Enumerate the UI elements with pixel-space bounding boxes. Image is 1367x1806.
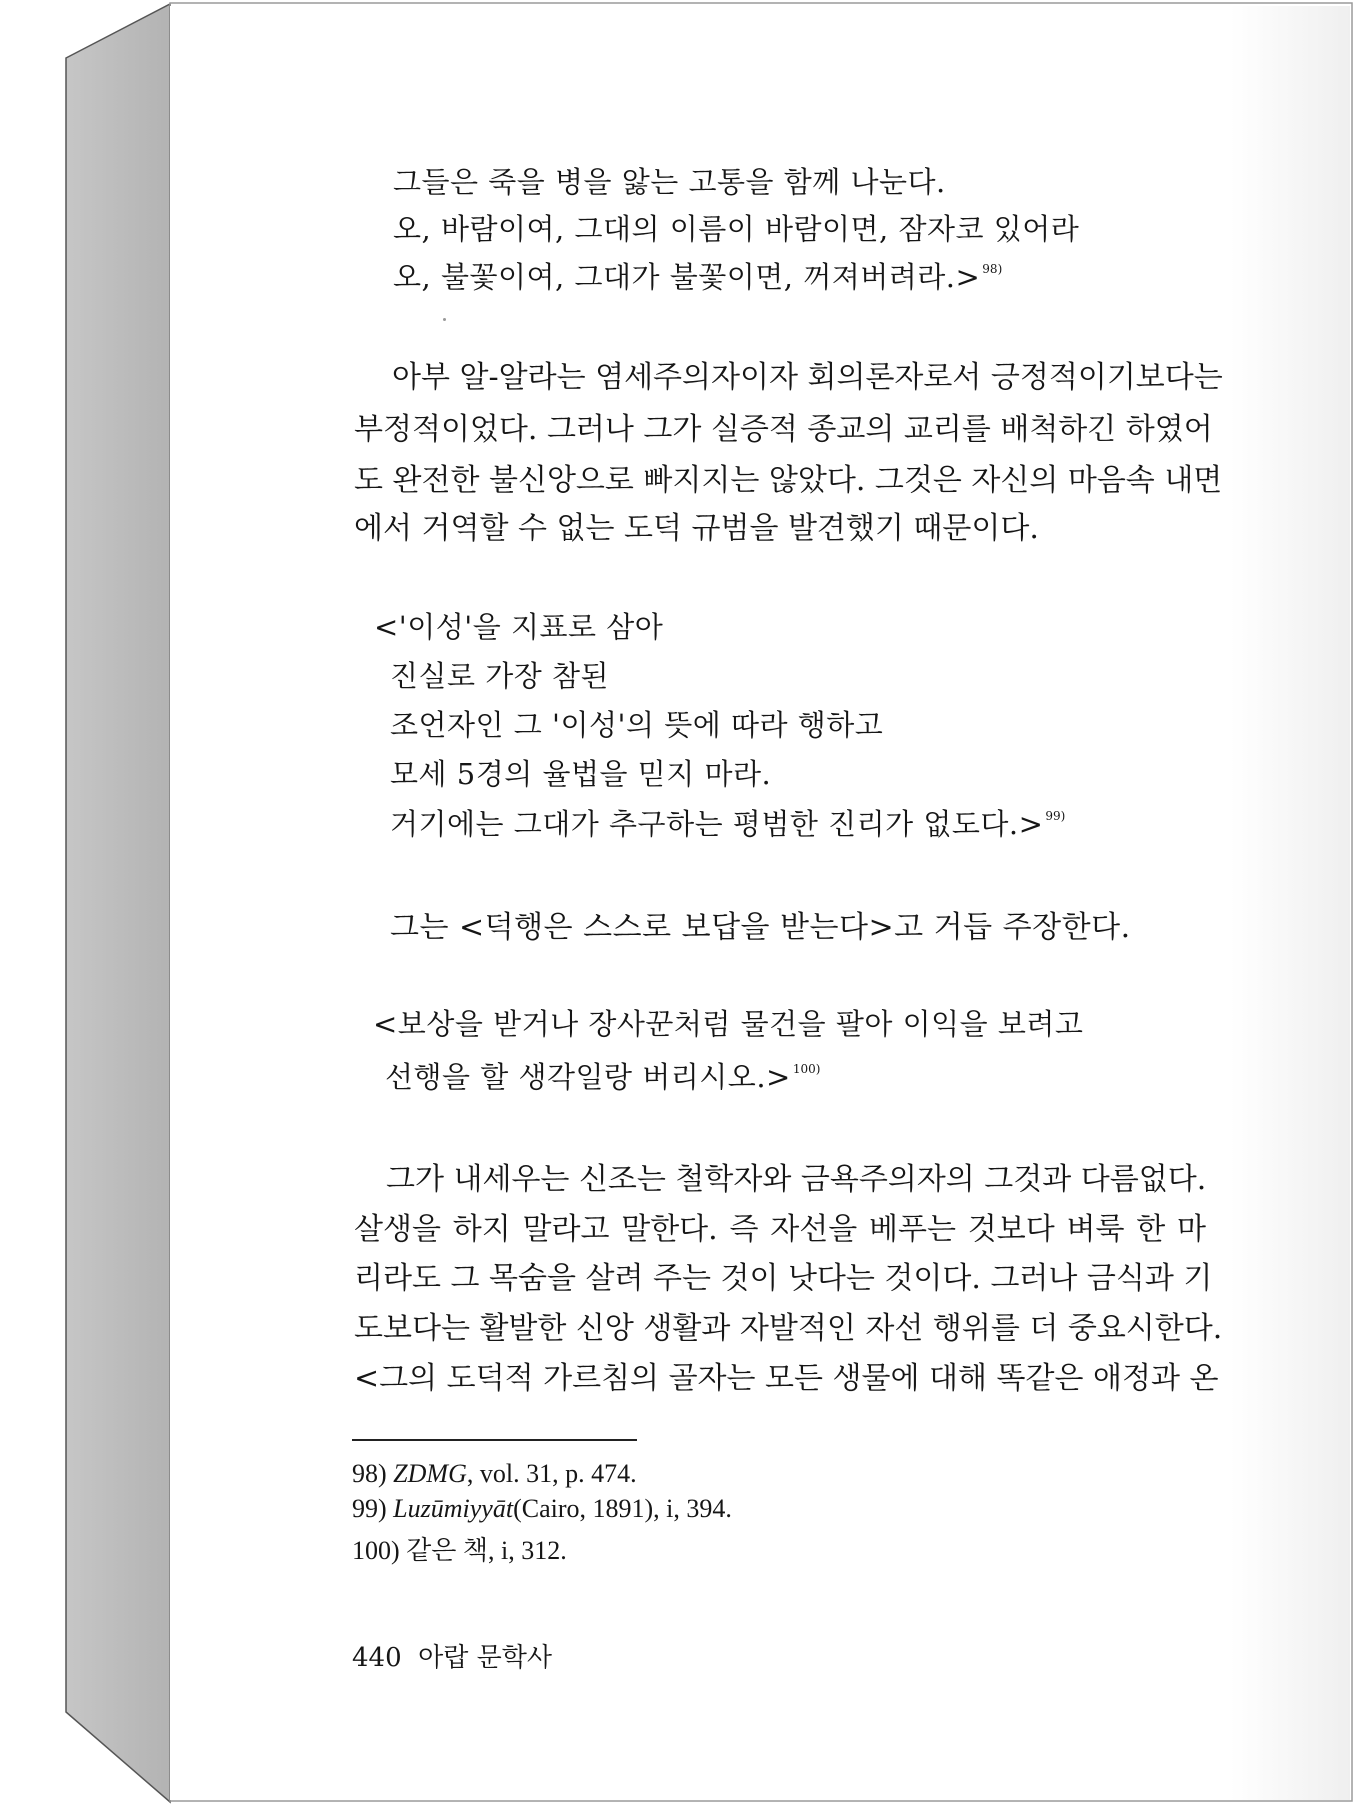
poem3-line1: <보상을 받거나 장사꾼처럼 물건을 팔아 이익을 보려고 bbox=[373, 1007, 1084, 1041]
page-number: 440 bbox=[352, 1643, 402, 1673]
footnote-98-source: ZDMG bbox=[393, 1459, 467, 1488]
para3-line2: 살생을 하지 말라고 말한다. 즉 자선을 베푸는 것보다 벼룩 한 마 bbox=[354, 1212, 1206, 1247]
footnote-ref-100[interactable]: 100) bbox=[792, 1062, 821, 1076]
footnote-98-text: , vol. 31, p. 474. bbox=[466, 1459, 637, 1488]
para3-line3: 리라도 그 목숨을 살려 주는 것이 낫다는 것이다. 그러나 금식과 기 bbox=[354, 1261, 1213, 1296]
poem1-line3 bbox=[393, 260, 1003, 294]
page-edge-shade bbox=[1230, 6, 1350, 1800]
poem3-line2-text: 선행을 할 생각일랑 버리시오.> bbox=[385, 1060, 791, 1094]
poem1-line1: 그들은 죽을 병을 앓는 고통을 함께 나눈다. bbox=[393, 165, 946, 199]
page-folio bbox=[352, 1637, 552, 1674]
para2-line1: 그는 <덕행은 스스로 보답을 받는다>고 거듭 주장한다. bbox=[390, 910, 1131, 945]
footnote-99 bbox=[352, 1494, 732, 1524]
poem2-line2: 진실로 가장 참된 bbox=[390, 659, 610, 693]
para1-line1: 아부 알-알라는 염세주의자이자 회의론자로서 긍정적이기보다는 bbox=[392, 360, 1223, 395]
speck bbox=[443, 318, 446, 321]
poem2-line5-text: 거기에는 그대가 추구하는 평범한 진리가 없도다.> bbox=[390, 807, 1044, 841]
footnote-99-source: Luzūmiyyāt bbox=[393, 1494, 514, 1523]
footnote-divider bbox=[352, 1439, 637, 1441]
para1-line3: 도 완전한 불신앙으로 빠지지는 않았다. 그것은 자신의 마음속 내면 bbox=[354, 463, 1223, 498]
footnote-100-text: 같은 책, i, 312. bbox=[406, 1536, 567, 1565]
footnote-98 bbox=[352, 1459, 637, 1489]
footnote-99-text: (Cairo, 1891), i, 394. bbox=[513, 1494, 732, 1523]
para3-line1: 그가 내세우는 신조는 철학자와 금욕주의자의 그것과 다름없다. bbox=[386, 1162, 1207, 1197]
book-title: 아랍 문학사 bbox=[418, 1643, 553, 1673]
footnote-ref-99[interactable]: 99) bbox=[1045, 809, 1066, 823]
poem1-line3-text: 오, 불꽃이여, 그대가 불꽃이면, 꺼져버려라.> bbox=[393, 260, 981, 294]
footnote-99-num: 99) bbox=[352, 1494, 387, 1523]
para1-line4: 에서 거역할 수 없는 도덕 규범을 발견했기 때문이다. bbox=[354, 511, 1039, 546]
poem2-line3: 조언자인 그 '이성'의 뜻에 따라 행하고 bbox=[390, 708, 884, 742]
poem3-line2 bbox=[385, 1060, 821, 1094]
footnote-100 bbox=[352, 1530, 567, 1567]
poem2-line1: <'이성'을 지표로 삼아 bbox=[374, 610, 664, 644]
footnote-100-num: 100) bbox=[352, 1536, 400, 1565]
para1-line2: 부정적이었다. 그러나 그가 실증적 종교의 교리를 배척하긴 하였어 bbox=[354, 412, 1213, 447]
footnote-ref-98[interactable]: 98) bbox=[982, 262, 1003, 276]
para3-line4: 도보다는 활발한 신앙 생활과 자발적인 자선 행위를 더 중요시한다. bbox=[354, 1311, 1223, 1346]
footnote-98-num: 98) bbox=[352, 1459, 387, 1488]
poem2-line4: 모세 5경의 율법을 믿지 마라. bbox=[390, 757, 772, 791]
para3-line5: <그의 도덕적 가르침의 골자는 모든 생물에 대해 똑같은 애정과 온 bbox=[354, 1361, 1219, 1396]
poem1-line2: 오, 바람이여, 그대의 이름이 바람이면, 잠자코 있어라 bbox=[393, 212, 1080, 246]
poem2-line5 bbox=[390, 807, 1066, 841]
